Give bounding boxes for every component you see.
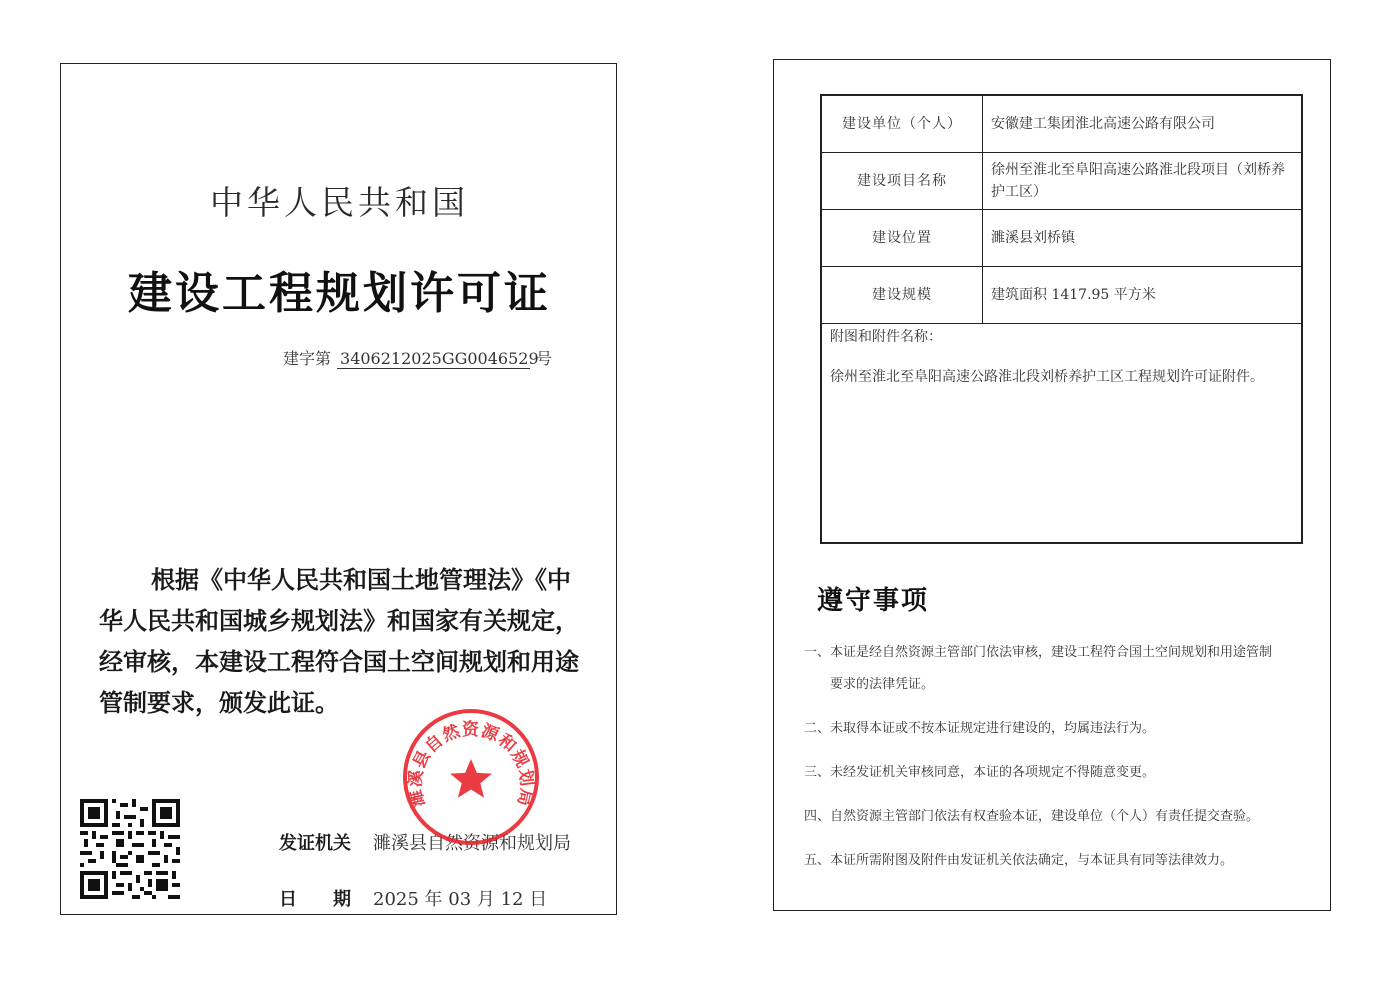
- list-item: [804, 757, 1314, 789]
- list-item: [804, 637, 1314, 701]
- row-value: 徐州至淮北至阜阳高速公路淮北段项目（刘桥养护工区）: [983, 153, 1303, 210]
- row-value: 安徽建工集团淮北高速公路有限公司: [983, 95, 1303, 153]
- list-item: [804, 845, 1314, 877]
- row-label: 建设单位（个人）: [821, 95, 983, 153]
- table-row: [821, 267, 1302, 324]
- qr-code-icon: [80, 799, 180, 899]
- country-name: 中华人民共和国: [210, 183, 469, 222]
- attachment-label: 附图和附件名称：: [830, 329, 942, 345]
- attachment-cell: [821, 324, 1302, 544]
- notice-list: [804, 637, 1314, 889]
- date-label: 日 期: [279, 889, 351, 910]
- official-seal-icon: [401, 707, 541, 847]
- issuer-name: 濉溪县自然资源和规划局: [373, 833, 571, 854]
- date-line: [279, 885, 547, 911]
- notice-text: 三、未经发证机关审核同意，本证的各项规定不得随意变更。: [804, 765, 1156, 780]
- notice-text: 二、未取得本证或不按本证规定进行建设的，均属违法行为。: [804, 721, 1156, 736]
- issuer-label: 发证机关: [279, 833, 351, 854]
- table-row: [821, 210, 1302, 267]
- table-row: [821, 95, 1302, 153]
- row-value: 建筑面积 1417.95 平方米: [983, 267, 1303, 324]
- notice-text: 一、本证是经自然资源主管部门依法审核，建设工程符合国土空间规划和用途管制: [804, 645, 1273, 660]
- number-prefix: 建字第: [283, 349, 332, 368]
- project-info-table: [820, 94, 1303, 544]
- row-value: 濉溪县刘桥镇: [983, 210, 1303, 267]
- seal-text: 濉溪县自然资源和规划局: [405, 720, 537, 809]
- list-item: [804, 713, 1314, 745]
- number-suffix: 号: [536, 349, 553, 368]
- issue-date: 2025 年 03 月 12 日: [373, 889, 548, 910]
- notice-text: 四、自然资源主管部门依法有权查验本证，建设单位（个人）有责任提交查验。: [804, 809, 1260, 824]
- permit-number-line: [283, 346, 552, 369]
- permit-title: 建设工程规划许可证: [128, 268, 551, 319]
- permit-right-page: [773, 59, 1331, 911]
- row-label: 建设位置: [821, 210, 983, 267]
- attachment-row: [821, 324, 1302, 544]
- permit-number: 3406212025GG0046529: [337, 349, 530, 369]
- permit-left-page: [60, 63, 617, 915]
- attachment-text: 徐州至淮北至阜阳高速公路淮北段刘桥养护工区工程规划许可证附件。: [830, 369, 1264, 385]
- notice-title: 遵守事项: [817, 586, 930, 616]
- list-item: [804, 801, 1314, 833]
- table-row: [821, 153, 1302, 210]
- row-label: 建设规模: [821, 267, 983, 324]
- notice-text: 五、本证所需附图及附件由发证机关依法确定，与本证具有同等法律效力。: [804, 853, 1234, 868]
- row-label: 建设项目名称: [821, 153, 983, 210]
- notice-text-continued: 要求的法律凭证。: [830, 677, 935, 692]
- permit-body-text: 根据《中华人民共和国土地管理法》《中华人民共和国城乡规划法》和国家有关规定，经审核，本建设工程符合国土空间规划和用途管制要求，颁发此证。: [99, 565, 579, 717]
